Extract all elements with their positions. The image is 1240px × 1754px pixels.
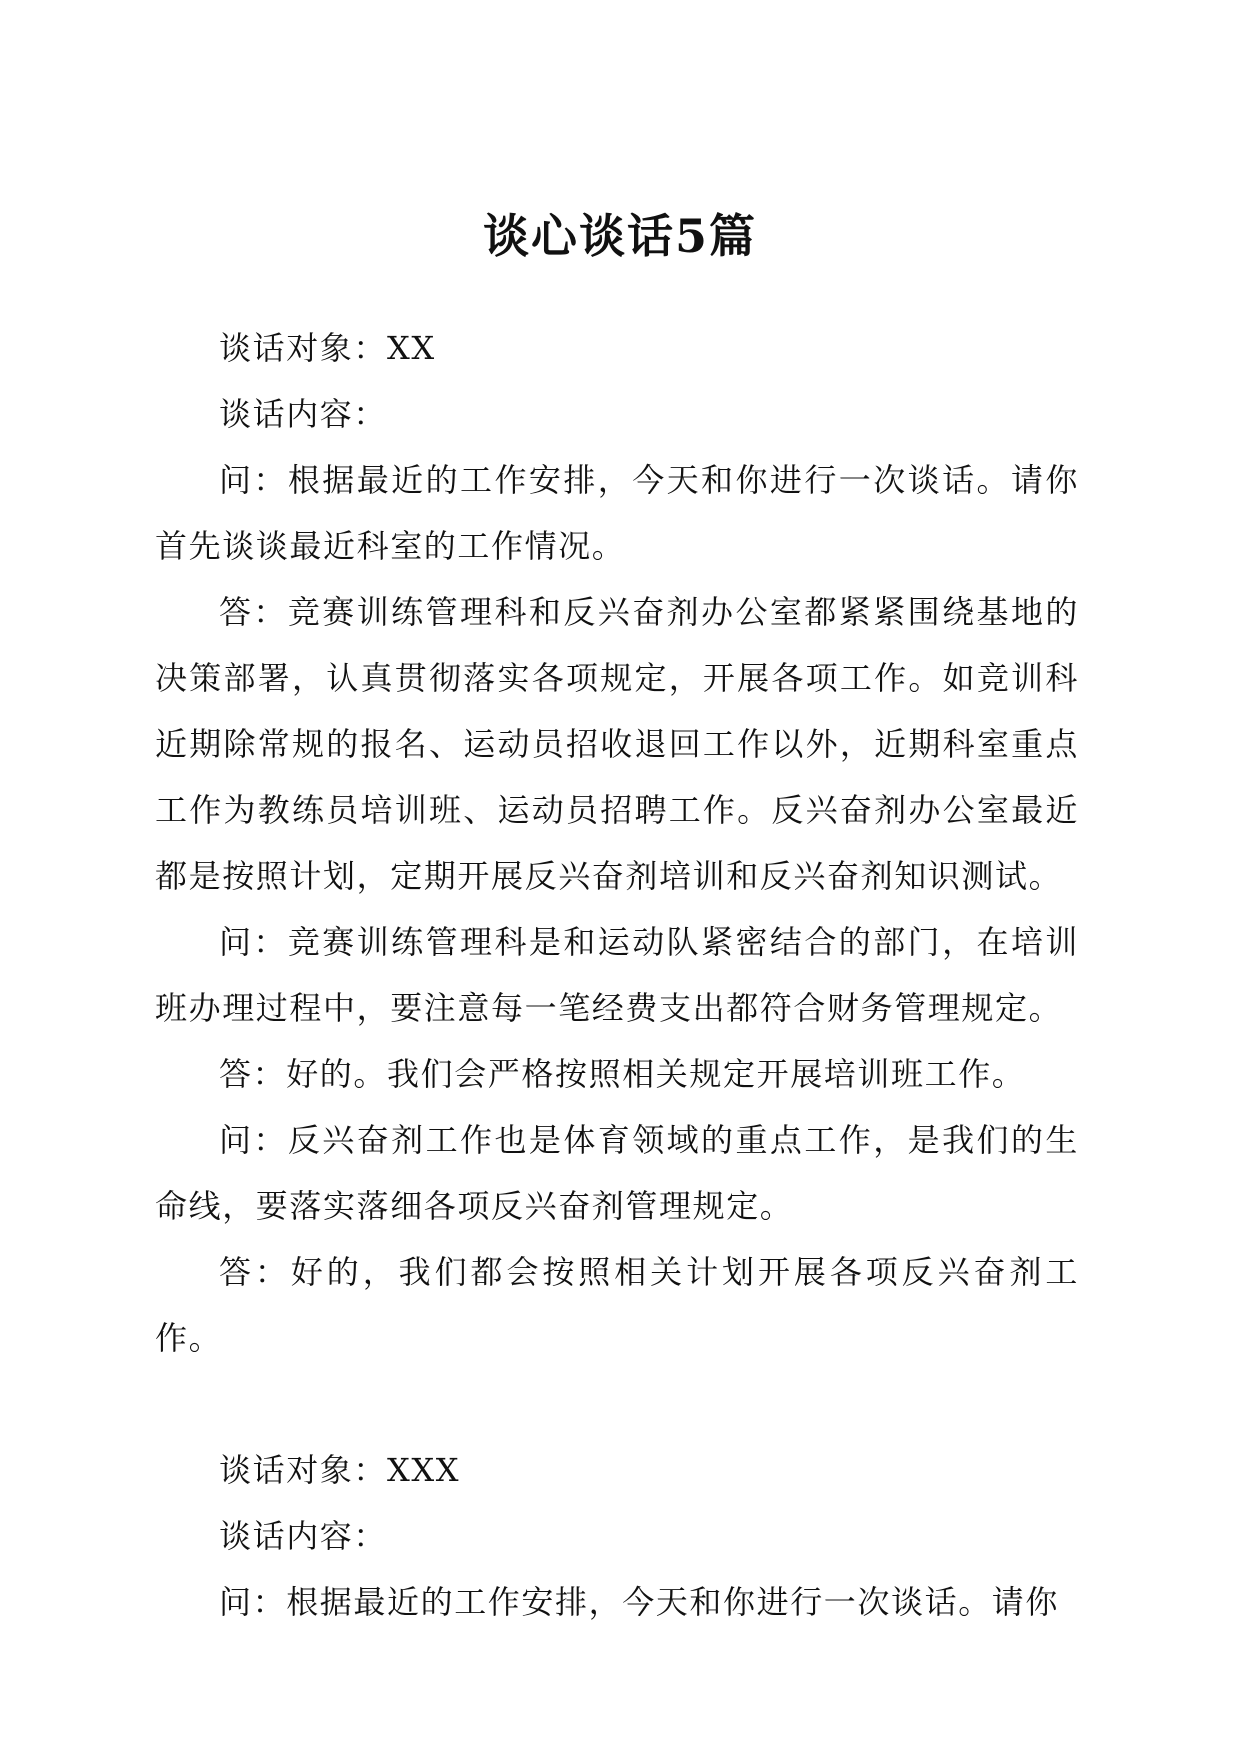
section-2-paragraph-1: 问：根据最近的工作安排，今天和你进行一次谈话。请你 xyxy=(219,1583,1060,1621)
section-1-content-label: 谈话内容： xyxy=(219,395,388,433)
section-1-paragraph-1: 问：根据最近的工作安排，今天和你进行一次谈话。请你首先谈谈最近科室的工作情况。 xyxy=(155,461,1079,565)
section-1-paragraph-5: 问：反兴奋剂工作也是体育领域的重点工作，是我们的生命线，要落实落细各项反兴奋剂管理规定。 xyxy=(155,1121,1079,1225)
section-1-subject: 谈话对象：XX xyxy=(219,329,436,367)
document-title: 谈心谈话5篇 xyxy=(482,209,757,263)
section-2-content-label: 谈话内容： xyxy=(219,1517,388,1555)
document-body xyxy=(155,315,1079,1635)
section-1-paragraph-6: 答：好的，我们都会按照相关计划开展各项反兴奋剂工作。 xyxy=(155,1253,1079,1357)
section-2-subject: 谈话对象：XXX xyxy=(219,1451,461,1489)
section-1-paragraph-4: 答：好的。我们会严格按照相关规定开展培训班工作。 xyxy=(219,1055,1026,1093)
section-1-paragraph-3: 问：竞赛训练管理科是和运动队紧密结合的部门，在培训班办理过程中，要注意每一笔经费支出都符合财务管理规定。 xyxy=(155,923,1079,1027)
section-1-paragraph-2: 答：竞赛训练管理科和反兴奋剂办公室都紧紧围绕基地的决策部署，认真贯彻落实各项规定，开展各项工作。如竞训科近期除常规的报名、运动员招收退回工作以外，近期科室重点工作为教练员培训班、运动员招聘工作。反兴奋剂办公室最近都是按照计划，定期开展反兴奋剂培训和反兴奋剂知识测试。 xyxy=(155,593,1079,895)
section-divider xyxy=(155,1371,1079,1437)
